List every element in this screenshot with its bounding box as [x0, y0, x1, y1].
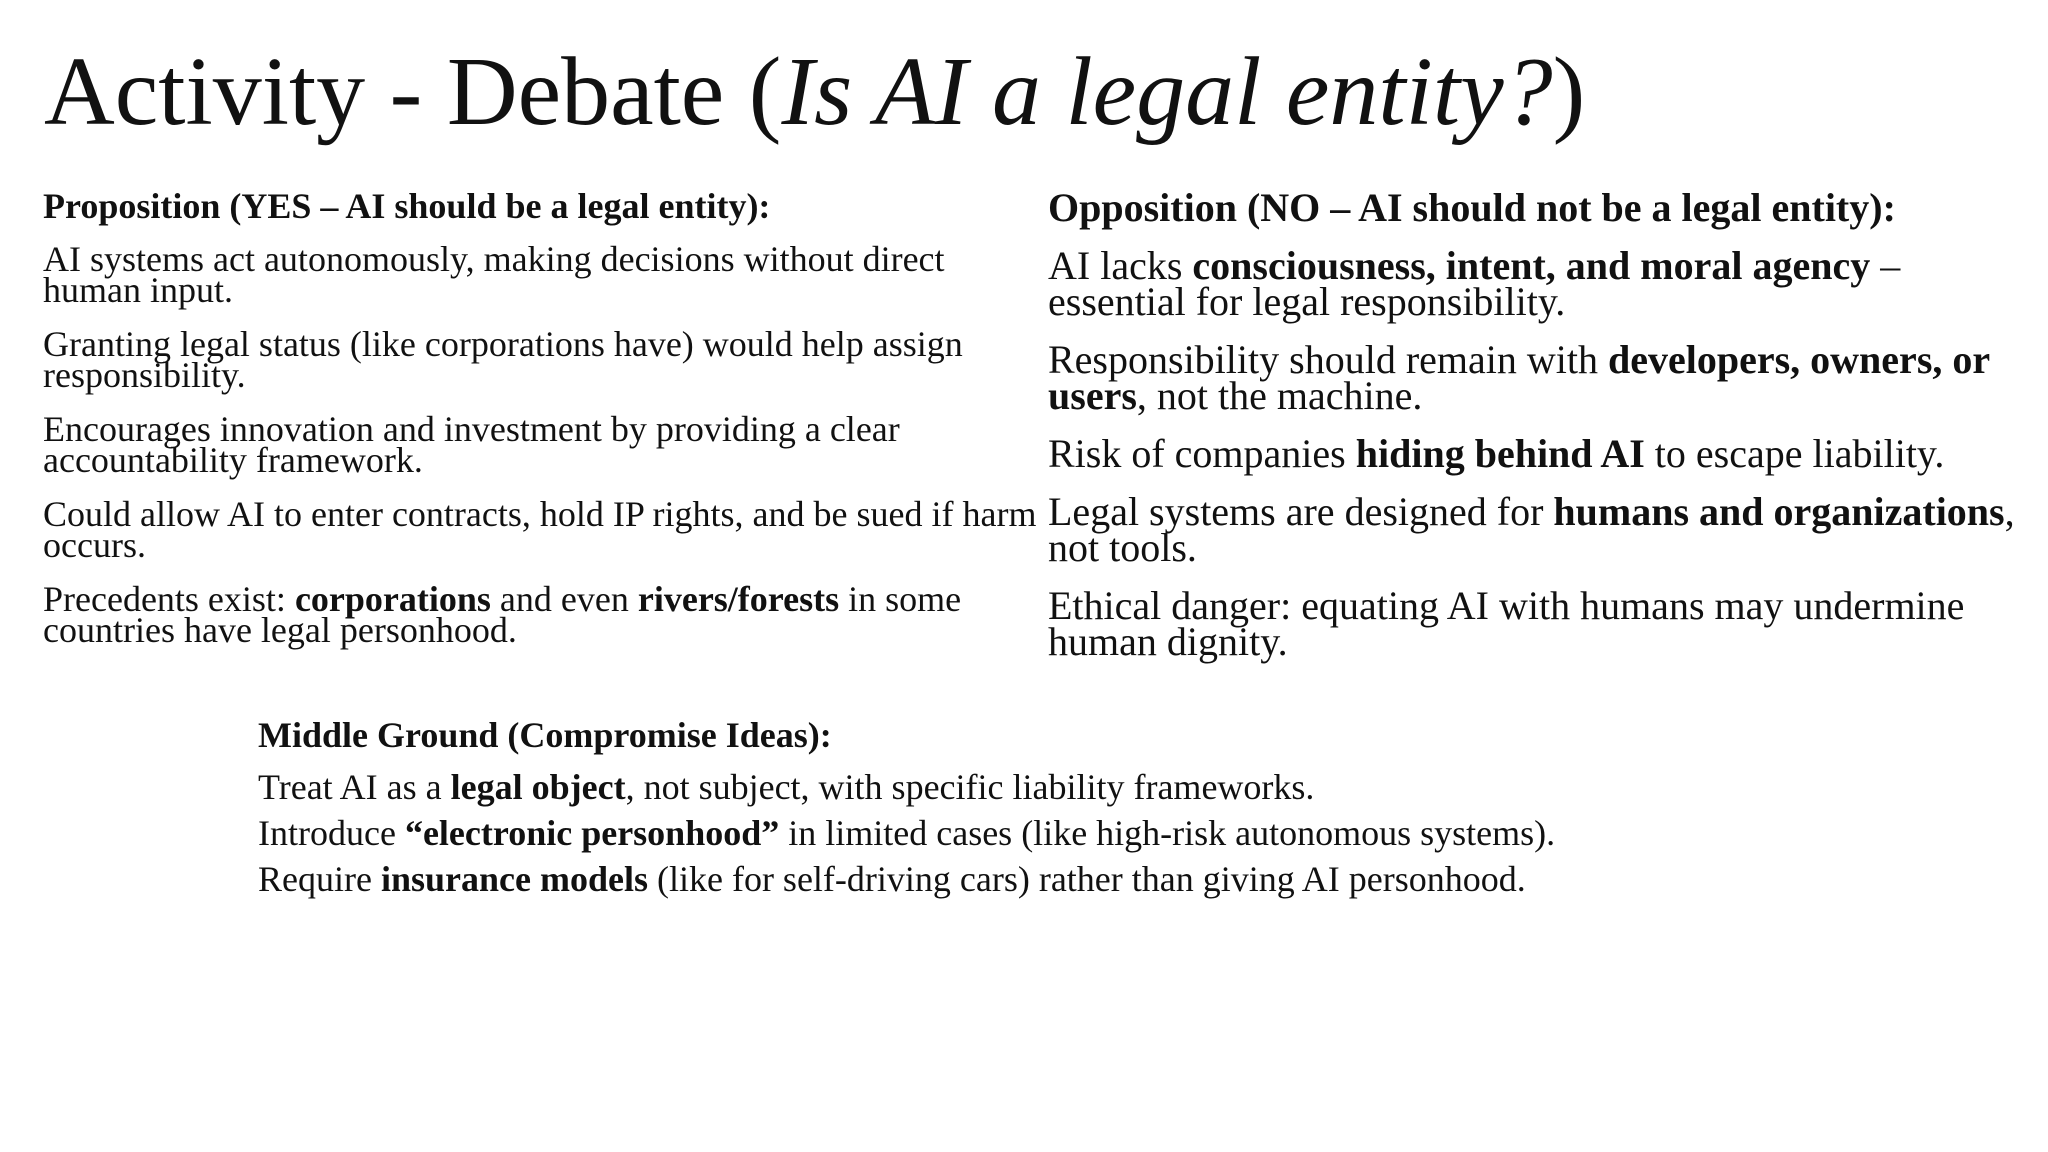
point-text: – essential for legal responsibility. — [1048, 243, 1901, 324]
opposition-list — [1048, 243, 2043, 664]
point-text: Treat AI as a — [258, 767, 451, 807]
point-text: , not tools. — [1048, 489, 2015, 570]
title-question: Is AI a legal entity? — [781, 38, 1553, 146]
middle-ground-point-3 — [258, 856, 1958, 902]
title-prefix: Activity - Debate ( — [44, 38, 782, 146]
proposition-point-3: Encourages innovation and investment by providing a clear accountability framework. — [43, 409, 900, 480]
opposition-point-4 — [1048, 489, 2043, 570]
point-text: , not subject, with specific liability frameworks. — [625, 767, 1315, 807]
proposition-list — [43, 239, 1048, 650]
point-text: Precedents exist: — [43, 579, 295, 619]
point-emphasis: humans and organizations — [1553, 489, 2005, 534]
middle-ground-list — [258, 764, 1958, 902]
point-text: to escape liability. — [1644, 431, 1945, 476]
point-text: , not the machine. — [1136, 373, 1423, 418]
opposition-heading: Opposition (NO – AI should not be a legal entity): — [1048, 185, 1896, 230]
point-text: (like for self-driving cars) rather than giving AI personhood. — [647, 859, 1526, 899]
point-text: in some countries have legal personhood. — [43, 579, 962, 650]
proposition-column — [43, 186, 1048, 669]
opposition-point-3 — [1048, 431, 2043, 476]
point-text: Introduce — [258, 813, 405, 853]
slide-title — [44, 36, 1585, 149]
proposition-heading: Proposition (YES – AI should be a legal entity): — [43, 186, 771, 226]
middle-ground-heading: Middle Ground (Compromise Ideas): — [258, 715, 832, 755]
point-text: Risk of companies — [1048, 431, 1356, 476]
opposition-point-5: Ethical danger: equating AI with humans may undermine human dignity. — [1048, 583, 1965, 664]
point-emphasis: developers, owners, or users — [1048, 337, 1990, 418]
title-suffix: ) — [1552, 38, 1586, 146]
point-emphasis: rivers/forests — [637, 579, 840, 619]
proposition-point-1: AI systems act autonomously, making decisions without direct human input. — [43, 239, 945, 310]
point-emphasis: corporations — [294, 579, 491, 619]
middle-ground-point-2 — [258, 810, 1958, 856]
opposition-column — [1048, 186, 2043, 682]
point-text: Require — [258, 859, 381, 899]
point-text: Legal systems are designed for — [1048, 489, 1554, 534]
point-text: AI lacks — [1048, 243, 1193, 288]
point-emphasis: “electronic personhood” — [404, 813, 780, 853]
proposition-point-4: Could allow AI to enter contracts, hold IP rights, and be sued if harm occurs. — [43, 494, 1037, 565]
proposition-point-2: Granting legal status (like corporations have) would help assign responsibility. — [43, 324, 963, 395]
point-emphasis: insurance models — [380, 859, 648, 899]
proposition-point-5 — [43, 579, 1048, 650]
point-text: Responsibility should remain with — [1048, 337, 1608, 382]
point-emphasis: legal object — [450, 767, 626, 807]
opposition-point-2 — [1048, 337, 2043, 418]
opposition-point-1 — [1048, 243, 2043, 324]
point-emphasis: hiding behind AI — [1355, 431, 1645, 476]
middle-ground-point-1 — [258, 764, 1958, 810]
point-emphasis: consciousness, intent, and moral agency — [1192, 243, 1871, 288]
middle-ground-section — [258, 712, 1958, 902]
point-text: and even — [490, 579, 638, 619]
point-text: in limited cases (like high-risk autonomous systems). — [779, 813, 1556, 853]
